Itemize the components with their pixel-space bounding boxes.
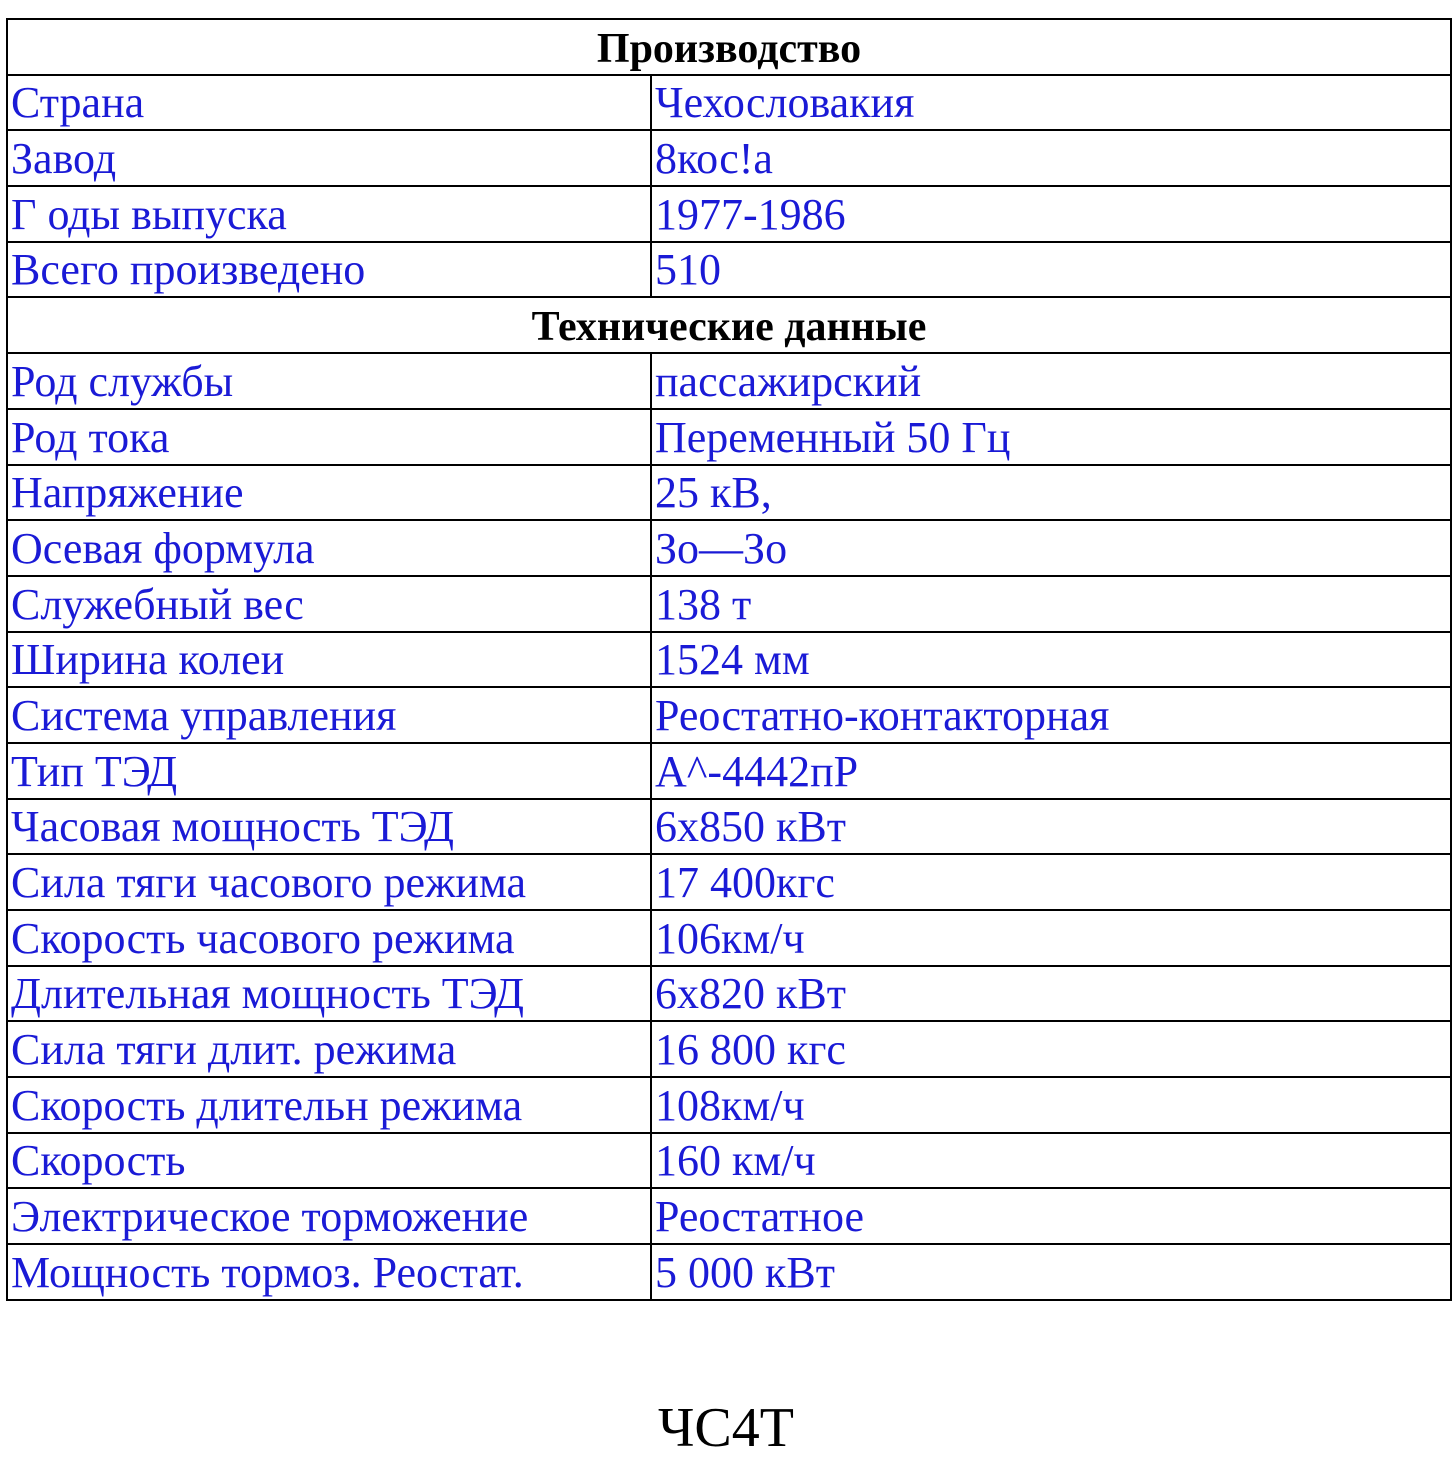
row-label: Система управления <box>7 687 651 743</box>
row-label: Ширина колеи <box>7 632 651 688</box>
row-label: Страна <box>7 75 651 131</box>
row-value: 1524 мм <box>651 632 1451 688</box>
table-row <box>7 75 1451 131</box>
table-row <box>7 966 1451 1022</box>
row-value: пассажирский <box>651 353 1451 409</box>
row-value: А^-4442пР <box>651 743 1451 799</box>
row-label: Электрическое торможение <box>7 1188 651 1244</box>
table-row <box>7 1077 1451 1133</box>
table-row <box>7 687 1451 743</box>
row-value: 138 т <box>651 576 1451 632</box>
row-value: 1977-1986 <box>651 186 1451 242</box>
row-value: Реостатное <box>651 1188 1451 1244</box>
table-row <box>7 576 1451 632</box>
row-value: 106км/ч <box>651 910 1451 966</box>
table-row <box>7 910 1451 966</box>
row-label: Мощность тормоз. Реостат. <box>7 1244 651 1300</box>
row-value: 16 800 кгс <box>651 1021 1451 1077</box>
row-label: Г оды выпуска <box>7 186 651 242</box>
row-label: Завод <box>7 130 651 186</box>
table-row <box>7 465 1451 521</box>
table-row <box>7 520 1451 576</box>
row-label: Часовая мощность ТЭД <box>7 799 651 855</box>
row-value: 8кос!а <box>651 130 1451 186</box>
table-row <box>7 242 1451 298</box>
section-header-row <box>7 297 1451 353</box>
row-label: Служебный вес <box>7 576 651 632</box>
table-row <box>7 186 1451 242</box>
table-row <box>7 799 1451 855</box>
table-row <box>7 1021 1451 1077</box>
row-value: Чехословакия <box>651 75 1451 131</box>
row-value: 25 кВ, <box>651 465 1451 521</box>
row-label: Длительная мощность ТЭД <box>7 966 651 1022</box>
row-label: Род службы <box>7 353 651 409</box>
row-value: 5 000 кВт <box>651 1244 1451 1300</box>
row-value: Реостатно-контакторная <box>651 687 1451 743</box>
table-row <box>7 353 1451 409</box>
specs-table <box>6 18 1452 1301</box>
row-value: Переменный 50 Гц <box>651 409 1451 465</box>
section-title-technical: Технические данные <box>7 297 1451 353</box>
table-row <box>7 130 1451 186</box>
row-label: Тип ТЭД <box>7 743 651 799</box>
section-title-production: Производство <box>7 19 1451 75</box>
row-value: Зо—Зо <box>651 520 1451 576</box>
row-label: Осевая формула <box>7 520 651 576</box>
row-value: 17 400кгс <box>651 854 1451 910</box>
row-label: Скорость <box>7 1133 651 1189</box>
table-row <box>7 743 1451 799</box>
table-row <box>7 1133 1451 1189</box>
row-label: Сила тяги часового режима <box>7 854 651 910</box>
row-value: 160 км/ч <box>651 1133 1451 1189</box>
row-label: Род тока <box>7 409 651 465</box>
row-value: 108км/ч <box>651 1077 1451 1133</box>
table-row <box>7 409 1451 465</box>
table-row <box>7 1188 1451 1244</box>
row-label: Скорость часового режима <box>7 910 651 966</box>
row-label: Напряжение <box>7 465 651 521</box>
row-label: Скорость длительн режима <box>7 1077 651 1133</box>
row-value: 6x850 кВт <box>651 799 1451 855</box>
table-row <box>7 854 1451 910</box>
locomotive-caption: ЧС4Т <box>658 1397 794 1459</box>
table-row <box>7 1244 1451 1300</box>
row-label: Всего произведено <box>7 242 651 298</box>
table-row <box>7 632 1451 688</box>
section-header-row <box>7 19 1451 75</box>
row-value: 6x820 кВт <box>651 966 1451 1022</box>
row-value: 510 <box>651 242 1451 298</box>
row-label: Сила тяги длит. режима <box>7 1021 651 1077</box>
